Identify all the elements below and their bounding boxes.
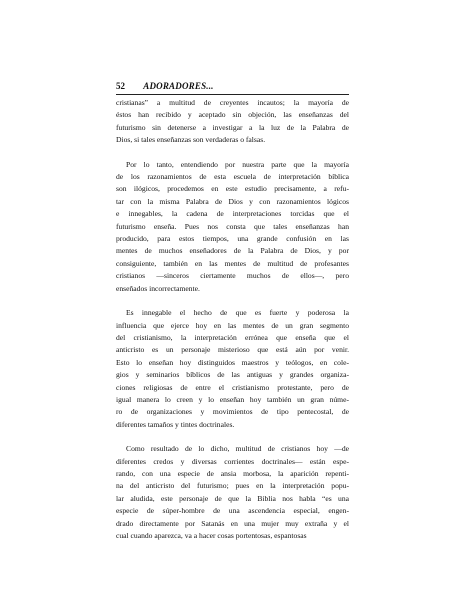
text-line: de los razonamientos de esta escuela de interpretación bíblica xyxy=(116,172,349,182)
text-line: éstos han recibido y aceptado sin objeción, las enseñanzas del xyxy=(116,110,349,120)
text-line: Por lo tanto, entendiendo por nuestra parte que la mayoría xyxy=(126,159,349,169)
page-number: 52 xyxy=(116,81,125,91)
text-line: enseñados incorrectamente. xyxy=(116,283,200,293)
running-header xyxy=(116,79,349,93)
text-line: na del anticristo del futurismo; pues en la interpretación popu- xyxy=(116,481,349,491)
text-line: especie de súper-hombre de una ascendencia especial, engen- xyxy=(116,506,349,516)
body-text xyxy=(116,97,349,542)
text-line: diferentes tamaños y tintes doctrinales. xyxy=(116,419,235,429)
running-title: ADORADORES... xyxy=(143,81,214,91)
text-line: futurismo enseña. Pues nos consta que tales enseñanzas han xyxy=(116,221,349,231)
paragraph xyxy=(116,307,349,431)
text-line: anticristo es un personaje misterioso que está aún por venir. xyxy=(116,345,349,355)
text-line: lar aludida, este personaje de que la Biblia nos habla “es una xyxy=(116,493,349,503)
text-line: son ilógicos, procedemos en este estudio precisamente, a refu- xyxy=(116,184,349,194)
text-line: rando, con una especie de ansia morbosa, la aparición repenti- xyxy=(116,468,349,478)
text-line: cristianas” a multitud de creyentes incautos; la mayoría de xyxy=(116,98,349,107)
text-line: cristianos —sinceros ciertamente muchos de ellos—, pero xyxy=(116,271,349,281)
text-line: tar con la misma Palabra de Dios y con razonamientos lógicos xyxy=(116,196,349,206)
text-line: Esto lo enseñan hoy distinguidos maestros y teólogos, en cole- xyxy=(116,357,349,367)
text-line: Dios, si tales enseñanzas son verdaderas o falsas. xyxy=(116,135,266,145)
text-line: futurismo sin detenerse a investigar a la luz de la Palabra de xyxy=(116,122,349,132)
text-line: ciones religiosas de entre el cristianismo protestante, pero de xyxy=(116,382,349,392)
text-line: Como resultado de lo dicho, multitud de cristianos hoy —de xyxy=(126,444,349,454)
paragraph-gap xyxy=(116,431,349,443)
paragraph xyxy=(116,97,349,147)
text-line: Es innegable el hecho de que es fuerte y poderosa la xyxy=(126,308,349,318)
text-line: mentes de muchos enseñadores de la Palabra de Dios, y por xyxy=(116,246,349,256)
text-line: diferentes credos y diversas corrientes doctrinales— están espe- xyxy=(116,456,349,466)
text-line: producido, para estos tiempos, una grande confusión en las xyxy=(116,234,349,244)
text-line: del cristianismo, la interpretación errónea que enseña que el xyxy=(116,332,349,342)
text-line: ro de organizaciones y movimientos de tipo pentecostal, de xyxy=(116,407,349,417)
text-line: influencia que ejerce hoy en las mentes de un gran segmento xyxy=(116,320,349,330)
text-line: cual cuando aparezca, va a hacer cosas portentosas, espantosas xyxy=(116,531,307,540)
paragraph-gap xyxy=(116,147,349,159)
text-line: igual manera lo creen y lo enseñan hoy también un gran núme- xyxy=(116,394,349,404)
paragraph-gap xyxy=(116,295,349,307)
text-line: consiguiente, también en las mentes de multitud de profesantes xyxy=(116,258,349,268)
text-line: gios y seminarios bíblicos de las antiguas y grandes organiza- xyxy=(116,370,349,380)
paragraph xyxy=(116,443,349,542)
paragraph xyxy=(116,159,349,295)
text-line: drado directamente por Satanás en una mujer muy extraña y el xyxy=(116,518,349,528)
text-line: e innegables, la cadena de interpretaciones torcidas que el xyxy=(116,209,349,219)
header-rule xyxy=(116,94,349,95)
